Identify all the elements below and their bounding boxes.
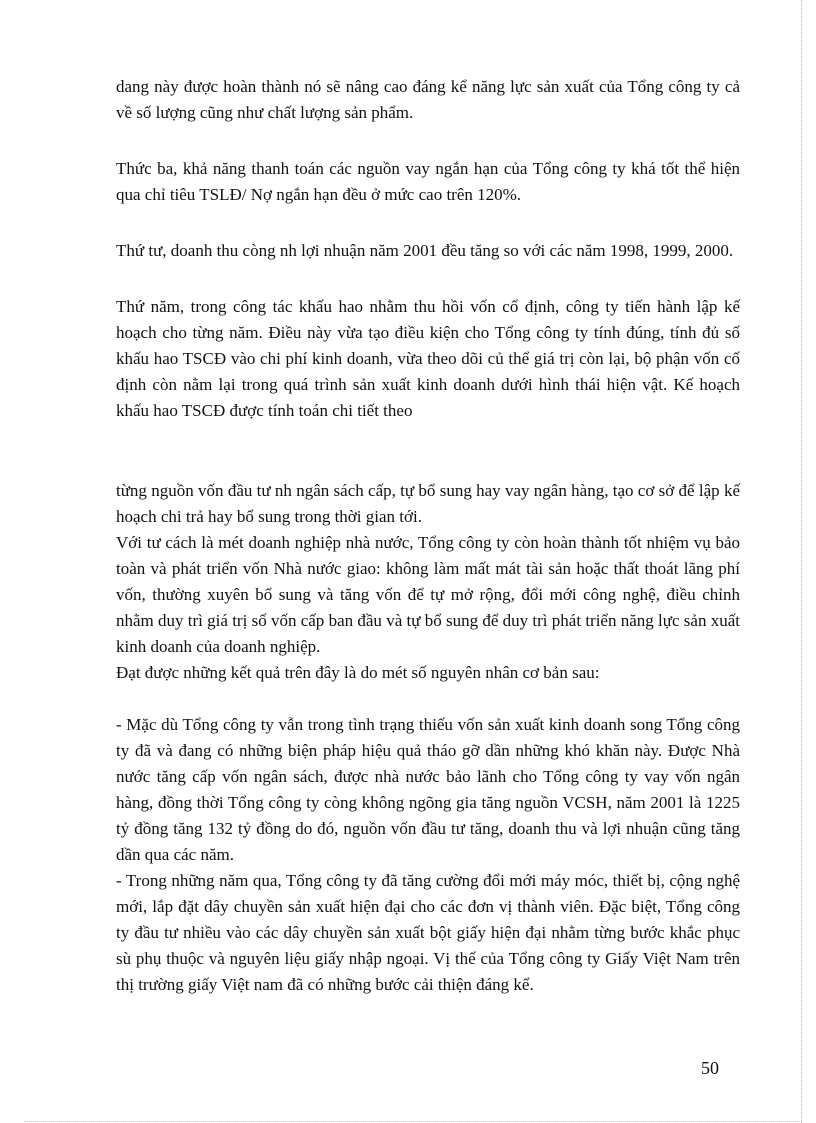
paragraph-spacer <box>116 686 740 712</box>
paragraph-spacer <box>116 208 740 238</box>
paragraph-fifth-point: Thứ năm, trong công tác khấu hao nhằm thu hồi vốn cố định, công ty tiến hành lập kế hoạch cho từng năm. Điều này vừa tạo điều kiện cho Tổng công ty tính đúng, tính đủ số khấu hao TSCĐ vào chi phí kinh doanh, vừa theo dõi củ thể giá trị còn lại, bộ phận vốn cố định còn nằm lại trong quá trình sản xuất kinh doanh dưới hình thái hiện vật. Kế hoạch khấu hao TSCĐ được tính toán chi tiết theo <box>116 297 740 420</box>
paragraph-third-point: Thức ba, khả năng thanh toán các nguồn vay ngắn hạn của Tổng công ty khá tốt thể hiện qua chỉ tiêu TSLĐ/ Nợ ngắn hạn đều ở mức cao trên 120%. <box>116 159 740 204</box>
paragraph-spacer <box>116 424 740 478</box>
paragraph-state-enterprise: Với tư cách là mét doanh nghiệp nhà nước, Tổng công ty còn hoàn thành tốt nhiệm vụ bảo toàn và phát triển vốn Nhà nước giao: không làm mất mát tài sản hoặc thất thoát lãng phí vốn, thường xuyên bổ sung và tăng vốn để tự mở rộng, đổi mới công nghệ, điều chỉnh nhằm duy trì giá trị số vốn cấp ban đầu và tự bổ sung để duy trì phát triển năng lực sản xuất kinh doanh của doanh nghiệp. <box>116 533 740 656</box>
paragraph-depreciation-sources: từng nguồn vốn đầu tư nh ngân sách cấp, tự bổ sung hay vay ngân hàng, tạo cơ sở để lập kế hoạch chi trả hay bổ sung trong thời gian tới. <box>116 481 740 526</box>
bullet-capital-shortage: - Mặc dù Tổng công ty vẫn trong tình trạng thiếu vốn sản xuất kinh doanh song Tổng công ty đã và đang có những biện pháp hiệu quả tháo gỡ dần những khó khăn này. Được Nhà nước tăng cấp vốn ngân sách, được nhà nước bảo lãnh cho Tổng công ty vay vốn ngân hàng, đồng thời Tổng công ty còng không ngõng gia tăng nguồn VCSH, năm 2001 là 1225 tỷ đồng tăng 132 tỷ đồng do đó, nguồn vốn đầu tư tăng, doanh thu và lợi nhuận cũng tăng dần qua các năm. <box>116 715 740 864</box>
bullet-technology-renewal: - Trong những năm qua, Tổng công ty đã tăng cường đổi mới máy móc, thiết bị, cộng nghệ mới, lắp đặt dây chuyền sản xuất hiện đại cho các đơn vị thành viên. Đặc biệt, Tổng công ty đầu tư nhiều vào các dây chuyền sản xuất bột giấy hiện đại nhằm từng bước khắc phục sù phụ thuộc và nguyên liệu giấy nhập ngoại. Vị thế của Tổng công ty Giấy Việt Nam trên thị trường giấy Việt nam đã có những bước cải thiện đáng kể. <box>116 871 740 994</box>
paragraph-fourth-point: Thứ tư, doanh thu còng nh lợi nhuận năm 2001 đều tăng so với các năm 1998, 1999, 2000. <box>116 241 734 260</box>
paragraph-continuation: dang này được hoàn thành nó sẽ nâng cao đáng kể năng lực sản xuất của Tổng công ty cả về số lượng cũng như chất lượng sản phẩm. <box>116 77 740 122</box>
page-edge-right <box>801 0 802 1123</box>
paragraph-spacer <box>116 126 740 156</box>
page-number: 50 <box>701 1058 719 1078</box>
page-edge-bottom <box>24 1121 800 1122</box>
paragraph-spacer <box>116 264 740 294</box>
paragraph-causes-intro: Đạt được những kết quả trên đây là do mét số nguyên nhân cơ bản sau: <box>116 663 600 682</box>
page-body <box>116 74 740 998</box>
